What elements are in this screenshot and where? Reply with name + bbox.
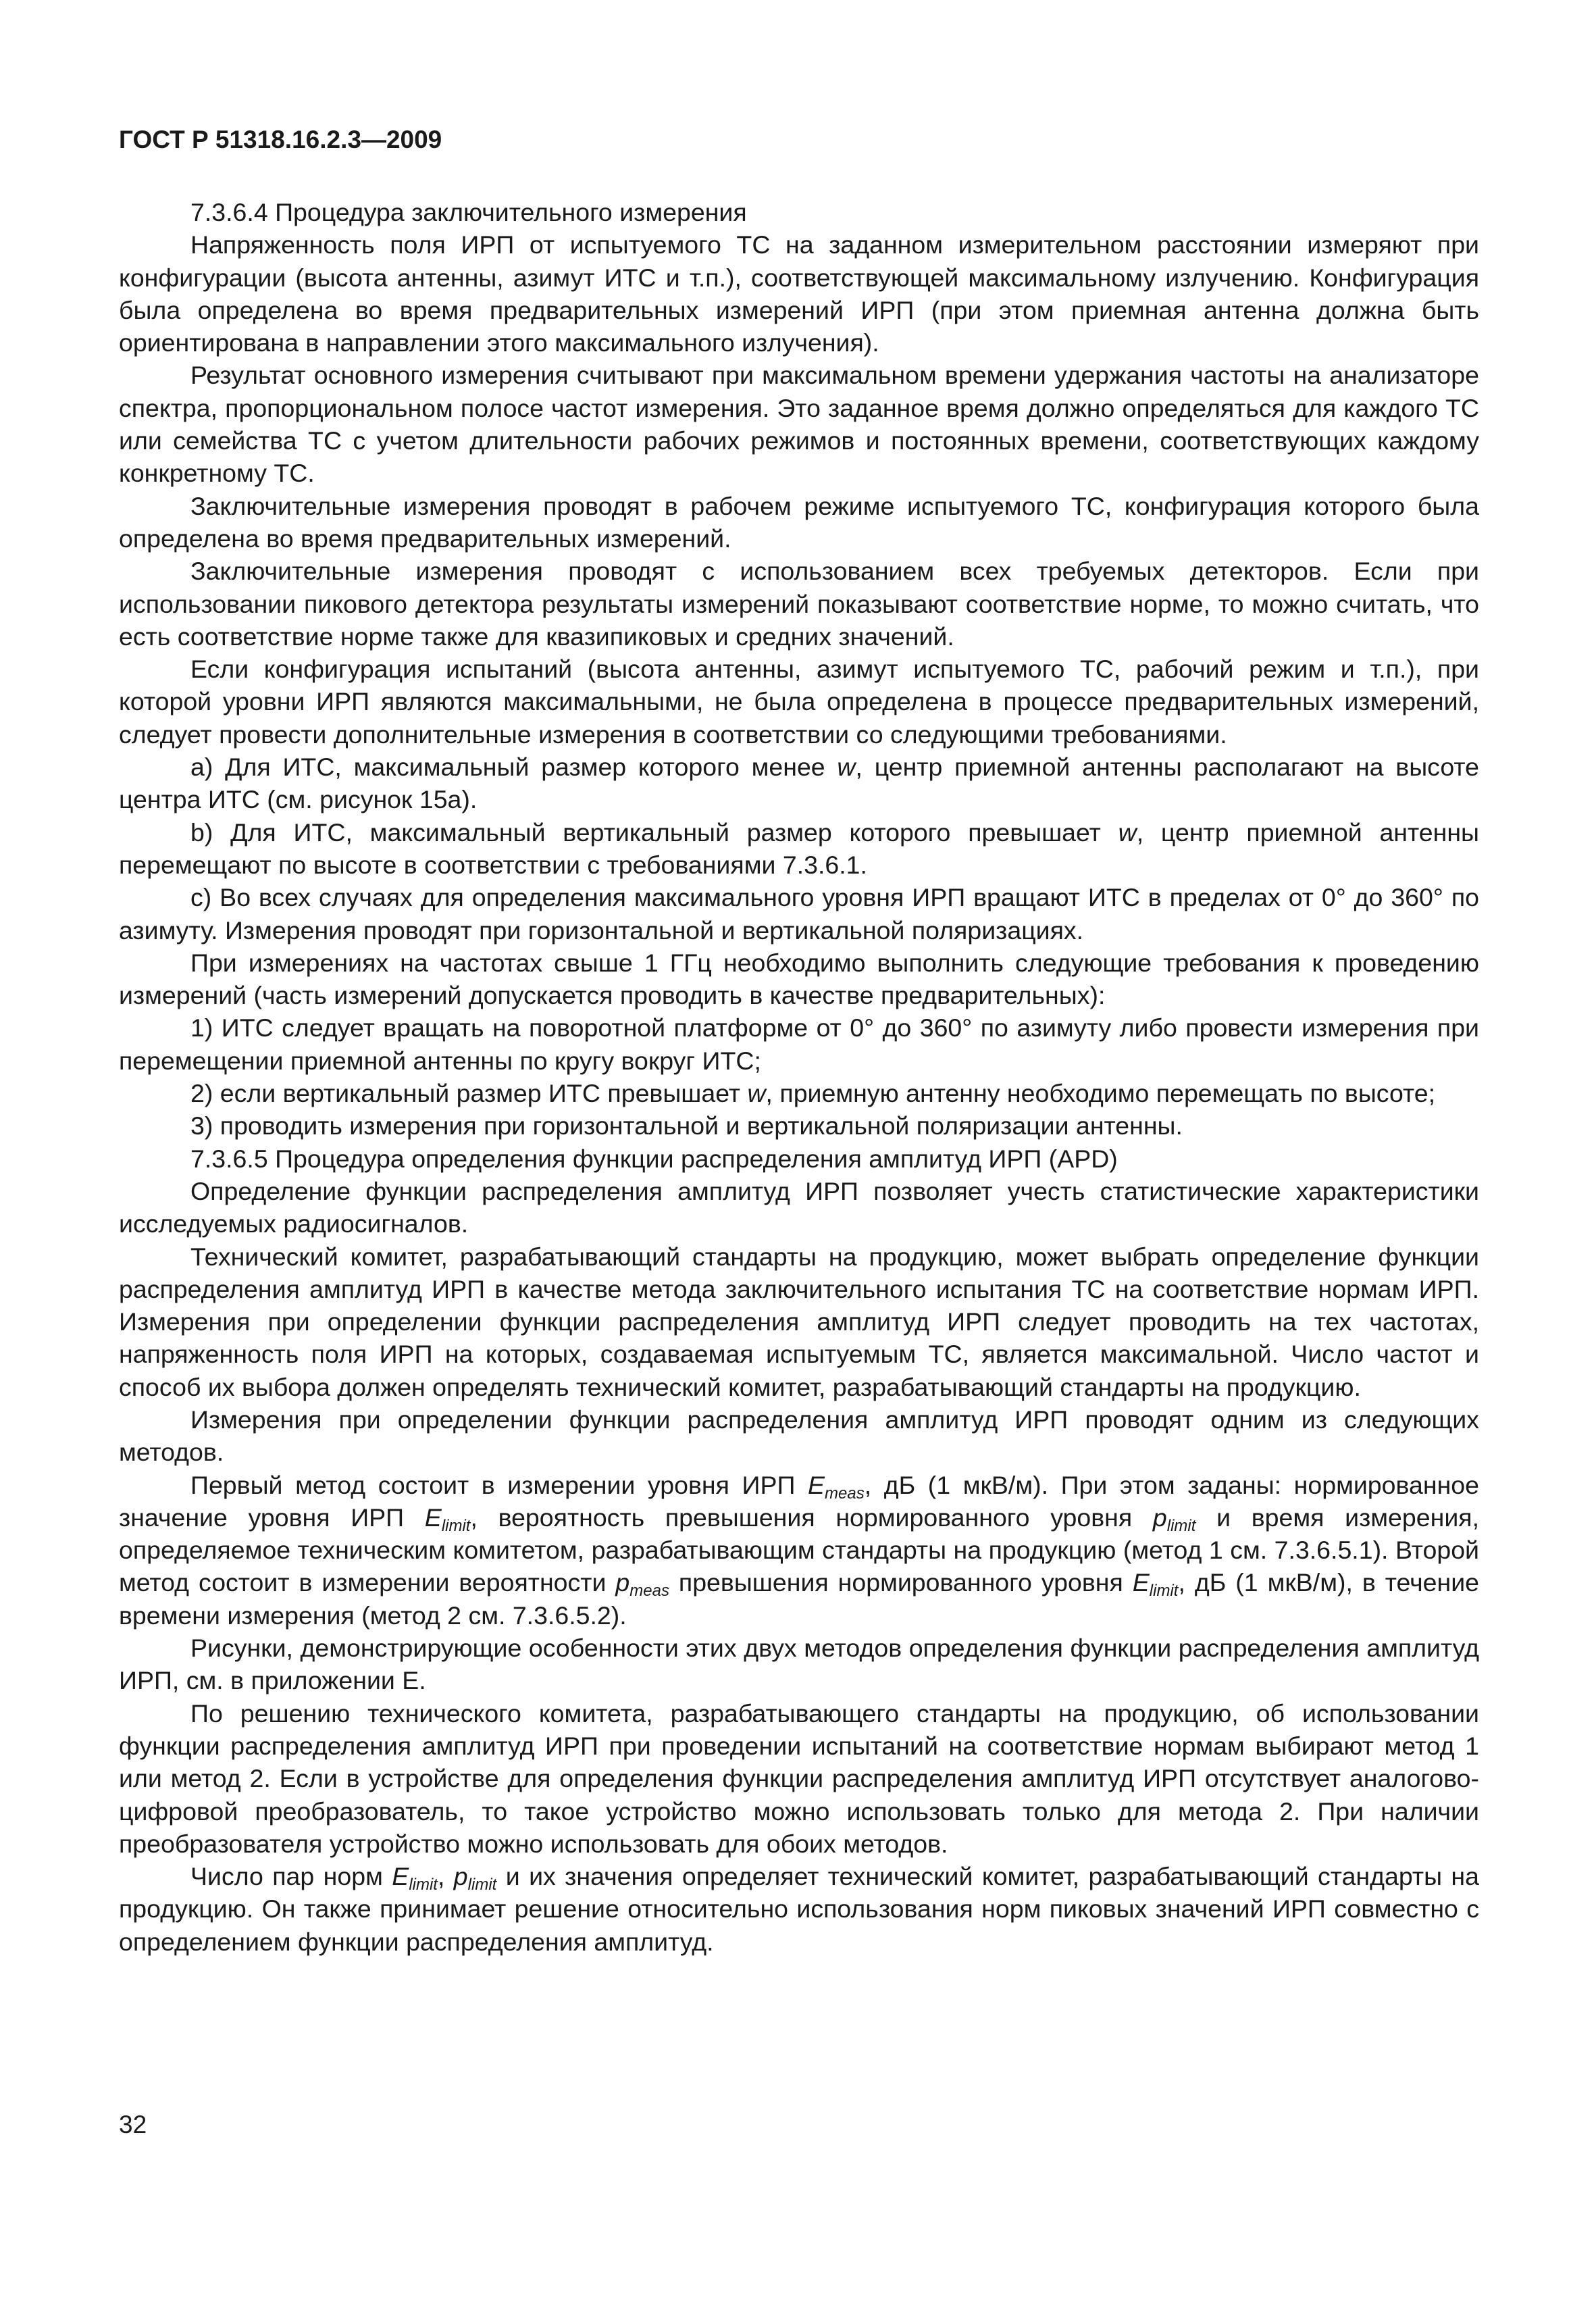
- text-run: , дБ (1 мкВ/м). При этом заданы: нормированное значение уровня ИРП: [119, 1470, 1479, 1532]
- text-run: ,: [437, 1862, 454, 1891]
- text-run: Напряженность поля ИРП от испытуемого ТС на заданном измерительном расстоянии измеряют при конфигурации (высота антенны, азимут ИТС и т.п.), соответствующей максимальному излучению. Конфигурация была определена во время предварительных измерений ИРП (при этом приемная антенна должна быть ориентирована в направлении этого максимального излучения).: [119, 230, 1479, 357]
- math-symbol: w: [1118, 818, 1137, 847]
- text-run: b) Для ИТС, максимальный вертикальный размер которого превышает: [190, 818, 1118, 847]
- paragraph: [119, 1403, 1479, 1469]
- paragraph: [119, 881, 1479, 947]
- text-run: Первый метод состоит в измерении уровня ИРП: [190, 1470, 808, 1499]
- math-symbol: p: [453, 1862, 468, 1891]
- text-run: Заключительные измерения проводят с использованием всех требуемых детекторов. Если при использовании пикового детектора результаты измерений показывают соответствие норме, то можно считать, что есть соответствие норме также для квазипиковых и средних значений.: [119, 557, 1479, 651]
- body-text: [119, 196, 1479, 1958]
- text-run: Технический комитет, разрабатывающий стандарты на продукцию, может выбрать определение функции распределения амплитуд ИРП в качестве метода заключительного испытания ТС на соответствие нормам ИРП. Измерения при определении функции распределения амплитуд ИРП следует проводить на тех частотах, напряженность поля ИРП на которых, создаваемая испытуемым ТС, является максимальной. Число частот и способ их выбора должен определять технический комитет, разрабатывающий стандарты на продукцию.: [119, 1242, 1479, 1401]
- text-run: 2) если вертикальный размер ИТС превышает: [190, 1079, 748, 1108]
- text-run: , приемную антенну необходимо перемещать по высоте;: [765, 1079, 1436, 1108]
- text-run: , дБ (1 мкВ/м), в течение времени измерения (метод 2 см. 7.3.6.5.2).: [119, 1568, 1479, 1630]
- paragraph: [119, 1077, 1479, 1109]
- text-run: , центр приемной антенны располагают на высоте центра ИТС (см. рисунок 15а).: [119, 753, 1479, 814]
- math-subscript: limit: [409, 1876, 438, 1894]
- text-run: , вероятность превышения нормированного уровня: [470, 1503, 1153, 1532]
- text-run: a) Для ИТС, максимальный размер которого менее: [190, 753, 838, 782]
- text-run: и их значения определяет технический комитет, разрабатывающий стандарты на продукцию. Он также принимает решение относительно использования норм пиковых значений ИРП совместно с определением функции распределения амплитуд.: [119, 1862, 1479, 1956]
- text-run: 7.3.6.4 Процедура заключительного измерения: [190, 198, 747, 226]
- text-run: Измерения при определении функции распределения амплитуд ИРП проводят одним из следующих методов.: [119, 1405, 1479, 1467]
- paragraph: [119, 1697, 1479, 1860]
- text-run: Результат основного измерения считывают при максимальном времени удержания частоты на анализаторе спектра, пропорциональном полосе частот измерения. Это заданное время должно определяться для каждого ТС или семейства ТС с учетом длительности рабочих режимов и постоянных времени, соответствующих каждому конкретному ТС.: [119, 361, 1479, 488]
- text-run: Если конфигурация испытаний (высота антенны, азимут испытуемого ТС, рабочий режим и т.п.), при которой уровни ИРП являются максимальными, не была определена в процессе предварительных измерений, следует провести дополнительные измерения в соответствии со следующими требованиями.: [119, 655, 1479, 749]
- math-symbol: E: [1132, 1568, 1150, 1597]
- page-number: 32: [119, 2111, 147, 2138]
- paragraph: [119, 751, 1479, 816]
- math-symbol: E: [808, 1470, 825, 1499]
- paragraph: [119, 1240, 1479, 1403]
- text-run: При измерениях на частотах свыше 1 ГГц необходимо выполнить следующие требования к проведению измерений (часть измерений допускается проводить в качестве предварительных):: [119, 948, 1479, 1010]
- text-run: По решению технического комитета, разрабатывающего стандарты на продукцию, об использовании функции распределения амплитуд ИРП при проведении испытаний на соответствие нормам выбирают метод 1 или метод 2. Если в устройстве для определения функции распределения амплитуд ИРП отсутствует аналогово-цифровой преобразователь, то такое устройство можно использовать только для метода 2. При наличии преобразователя устройство можно использовать для обоих методов.: [119, 1699, 1479, 1858]
- paragraph: [119, 653, 1479, 751]
- text-run: и время измерения, определяемое техническим комитетом, разрабатывающим стандарты на продукцию (метод 1 см. 7.3.6.5.1). Второй метод состоит в измерении вероятности: [119, 1503, 1479, 1597]
- paragraph: [119, 1860, 1479, 1958]
- paragraph: [119, 228, 1479, 359]
- text-run: Заключительные измерения проводят в рабочем режиме испытуемого ТС, конфигурация которого была определена во время предварительных измерений.: [119, 491, 1479, 553]
- paragraph: [119, 490, 1479, 555]
- math-symbol: E: [392, 1862, 409, 1891]
- math-symbol: p: [1152, 1503, 1167, 1532]
- math-subscript: limit: [1149, 1582, 1179, 1601]
- paragraph: [119, 1469, 1479, 1632]
- paragraph: [119, 1011, 1479, 1077]
- text-run: 1) ИТС следует вращать на поворотной платформе от 0° до 360° по азимуту либо провести измерения при перемещении приемной антенны по кругу вокруг ИТС;: [119, 1013, 1479, 1075]
- text-run: 7.3.6.5 Процедура определения функции распределения амплитуд ИРП (APD): [190, 1144, 1118, 1173]
- math-symbol: w: [747, 1079, 766, 1108]
- document-header: ГОСТ Р 51318.16.2.3—2009: [119, 126, 442, 153]
- math-subscript: meas: [825, 1484, 865, 1503]
- paragraph: [119, 947, 1479, 1012]
- math-symbol: p: [615, 1568, 630, 1597]
- text-run: Определение функции распределения амплитуд ИРП позволяет учесть статистические характеристики исследуемых радиосигналов.: [119, 1176, 1479, 1238]
- paragraph: [119, 1142, 1479, 1175]
- paragraph: [119, 1175, 1479, 1240]
- text-run: , центр приемной антенны перемещают по высоте в соответствии с требованиями 7.3.6.1.: [119, 818, 1479, 879]
- paragraph: [119, 359, 1479, 489]
- math-subscript: meas: [629, 1582, 669, 1601]
- paragraph: [119, 1632, 1479, 1697]
- math-subscript: limit: [1166, 1516, 1196, 1535]
- math-subscript: limit: [467, 1876, 497, 1894]
- math-symbol: E: [424, 1503, 442, 1532]
- paragraph: [119, 1109, 1479, 1142]
- paragraph: [119, 816, 1479, 882]
- text-run: 3) проводить измерения при горизонтальной и вертикальной поляризации антенны.: [190, 1111, 1183, 1140]
- text-run: Число пар норм: [190, 1862, 392, 1891]
- paragraph: [119, 196, 1479, 228]
- math-subscript: limit: [441, 1516, 471, 1535]
- math-symbol: w: [837, 753, 856, 782]
- text-run: превышения нормированного уровня: [669, 1568, 1133, 1597]
- paragraph: [119, 555, 1479, 653]
- text-run: c) Во всех случаях для определения максимального уровня ИРП вращают ИТС в пределах от 0° до 360° по азимуту. Измерения проводят при горизонтальной и вертикальной поляризациях.: [119, 883, 1479, 945]
- text-run: Рисунки, демонстрирующие особенности этих двух методов определения функции распределения амплитуд ИРП, см. в приложении Е.: [119, 1634, 1479, 1695]
